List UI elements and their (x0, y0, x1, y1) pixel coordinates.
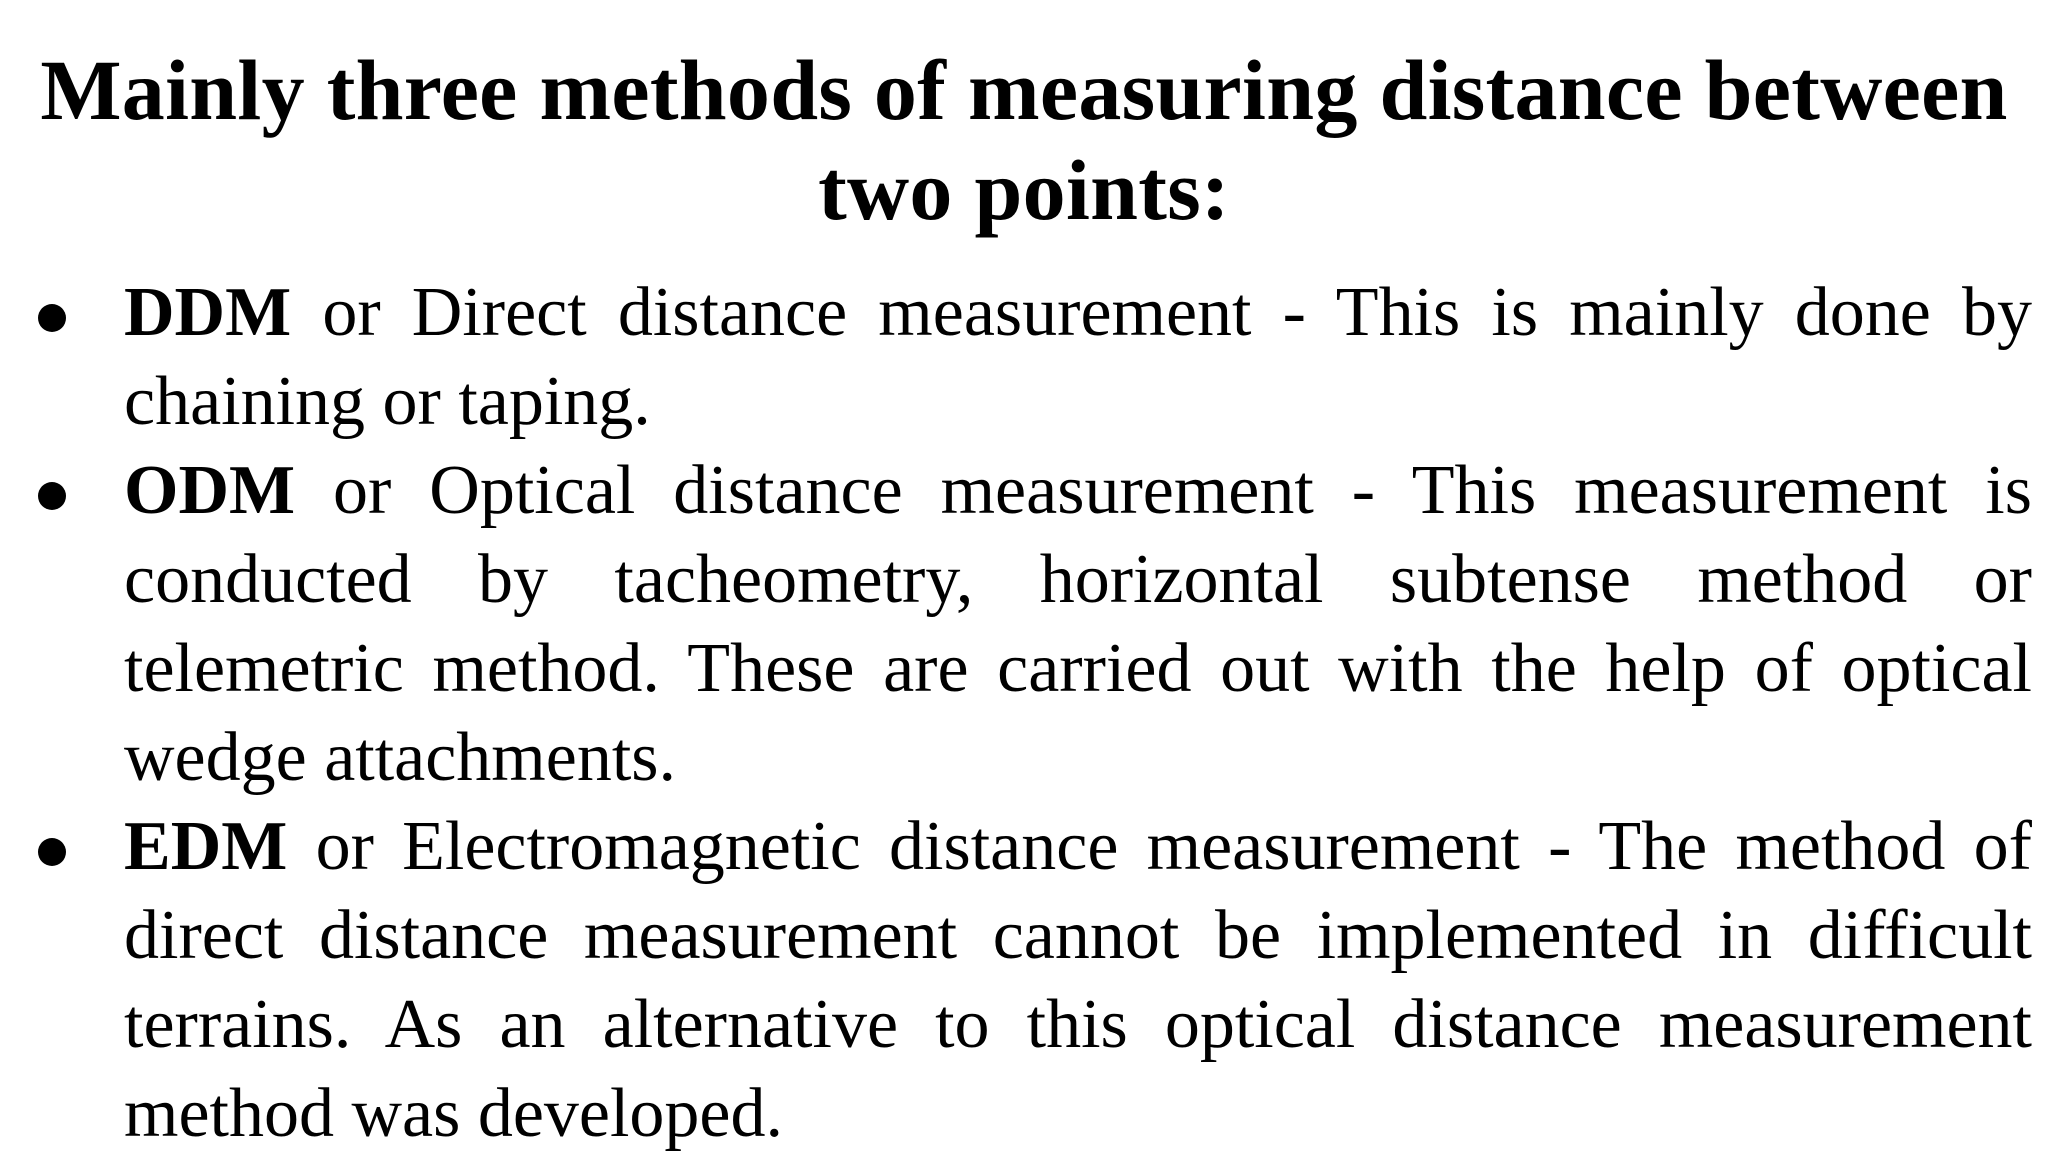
list-item-edm (0, 802, 2032, 1158)
term-odm: ODM (124, 452, 296, 529)
bullet-dot-icon (38, 838, 66, 866)
page-title: Mainly three methods of measuring distance between two points: (40, 42, 2008, 238)
description-edm: or Electromagnetic distance measurement - The method of direct distance measurement cannot be implemented in difficult terrains. As an alternative to this optical distance measurement method was developed. (124, 808, 2032, 1152)
description-odm: or Optical distance measurement - This measurement is conducted by tacheometry, horizontal subtense method or telemetric method. These are carried out with the help of optical wedge attachments. (124, 452, 2032, 796)
list-item-ddm (0, 268, 2032, 446)
description-ddm: or Direct distance measurement - This is mainly done by chaining or taping. (124, 274, 2032, 440)
list-item-odm (0, 446, 2032, 802)
method-list (0, 268, 2048, 1158)
bullet-dot-icon (38, 482, 66, 510)
bullet-dot-icon (38, 304, 66, 332)
term-ddm: DDM (124, 274, 292, 351)
term-edm: EDM (124, 808, 288, 885)
